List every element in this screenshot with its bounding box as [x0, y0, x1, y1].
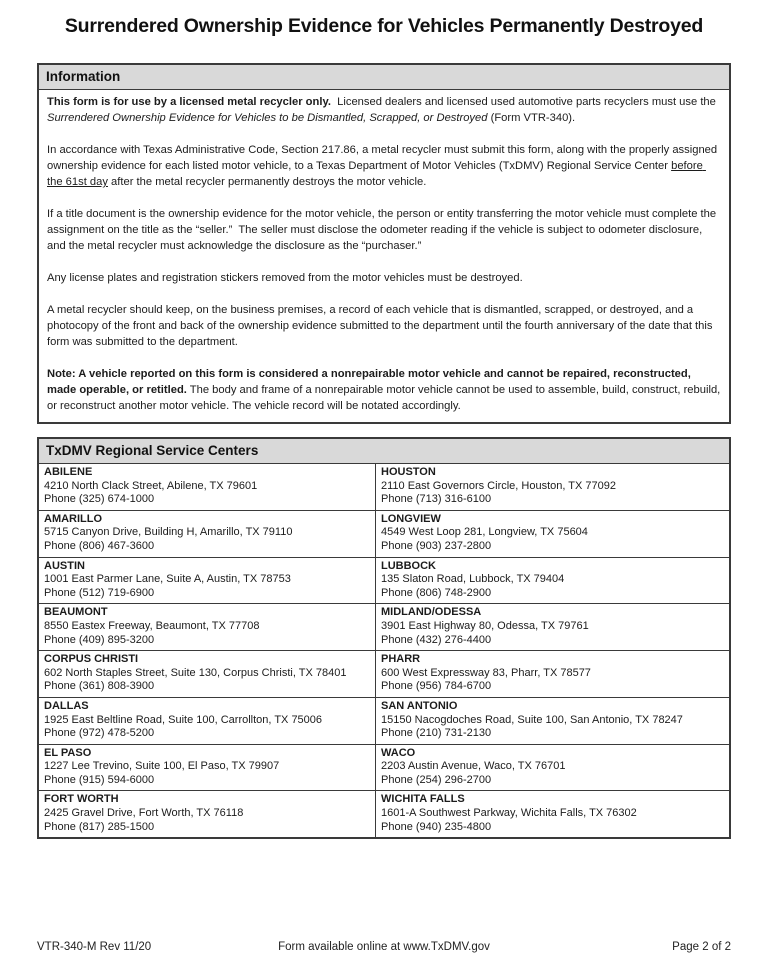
service-center-city: WACO: [381, 746, 416, 759]
service-center-city: AUSTIN: [44, 559, 85, 572]
info-p2-underlined-deadline: before the 61st day: [47, 160, 706, 188]
service-center-city: AMARILLO: [44, 512, 103, 525]
service-center-address: 1227 Lee Trevino, Suite 100, El Paso, TX 79907: [44, 760, 280, 773]
service-center-cell: [39, 604, 376, 650]
info-paragraph-2: [47, 142, 721, 190]
service-center-address: 15150 Nacogdoches Road, Suite 100, San Antonio, TX 78247: [381, 713, 683, 726]
service-center-city: MIDLAND/ODESSA: [381, 606, 482, 619]
service-center-row: [39, 464, 729, 510]
info-note-tail: The body and frame of a nonrepairable motor vehicle cannot be used to assemble, build, construct, rebuild, or reconstruct another motor vehicle. The vehicle record will be notated accordingly.: [47, 384, 724, 412]
info-paragraph-3: If a title document is the ownership evidence for the motor vehicle, the person or entity transferring the motor vehicle must complete the assignment on the title as the “seller.” The seller must disclose the odometer reading if the vehicle is subject to odometer disclosure, and the metal recycler must acknowledge the disclosure as the “purchaser.”: [47, 208, 720, 252]
service-center-cell: [39, 558, 376, 604]
service-center-address: 4549 West Loop 281, Longview, TX 75604: [381, 526, 588, 539]
info-paragraph-5: A metal recycler should keep, on the business premises, a record of each vehicle that is dismantled, scrapped, or destroyed, and a photocopy of the front and back of the ownership evidence submitted to the department until the fourth anniversary of the date that this form was submitted to the department.: [47, 304, 716, 348]
info-p1-italic-form-name: Surrendered Ownership Evidence for Vehicles to be Dismantled, Scrapped, or Destroyed: [47, 112, 488, 124]
service-center-address: 1925 East Beltline Road, Suite 100, Carrollton, TX 75006: [44, 713, 323, 726]
service-centers-section: [37, 437, 731, 839]
service-center-city: EL PASO: [44, 746, 92, 759]
service-center-address: 2203 Austin Avenue, Waco, TX 76701: [381, 760, 566, 773]
service-center-cell: [376, 698, 729, 744]
service-center-phone: Phone (713) 316-6100: [381, 493, 492, 506]
service-center-cell: [376, 558, 729, 604]
service-center-city: DALLAS: [44, 699, 89, 712]
service-center-address: 3901 East Highway 80, Odessa, TX 79761: [381, 619, 589, 632]
service-centers-table: [39, 464, 729, 837]
service-center-phone: Phone (972) 478-5200: [44, 727, 155, 740]
service-center-cell: [376, 745, 729, 791]
service-center-address: 5715 Canyon Drive, Building H, Amarillo, TX 79110: [44, 526, 293, 539]
info-p1-tail: (Form VTR-340).: [487, 112, 576, 124]
service-center-phone: Phone (325) 674-1000: [44, 493, 155, 506]
service-center-row: [39, 744, 729, 791]
service-center-city: WICHITA FALLS: [381, 793, 465, 806]
form-availability-note: Form available online at www.TxDMV.gov: [278, 941, 490, 953]
service-center-phone: Phone (512) 719-6900: [44, 586, 155, 599]
service-center-cell: [39, 464, 376, 510]
page-number: Page 2 of 2: [672, 941, 731, 953]
service-center-row: [39, 790, 729, 837]
service-center-cell: [376, 791, 729, 837]
service-center-address: 600 West Expressway 83, Pharr, TX 78577: [381, 666, 591, 679]
service-center-phone: Phone (361) 808-3900: [44, 680, 155, 693]
info-paragraph-1: [47, 94, 721, 126]
service-center-cell: [39, 698, 376, 744]
service-center-address: 8550 Eastex Freeway, Beaumont, TX 77708: [44, 619, 260, 632]
service-center-phone: Phone (806) 748-2900: [381, 586, 492, 599]
service-centers-section-header: TxDMV Regional Service Centers: [39, 439, 729, 464]
service-center-address: 1601-A Southwest Parkway, Wichita Falls, TX 76302: [381, 807, 637, 820]
service-center-phone: Phone (817) 285-1500: [44, 820, 155, 833]
service-center-city: HOUSTON: [381, 466, 436, 478]
service-center-city: BEAUMONT: [44, 606, 108, 619]
info-paragraph-note: [47, 366, 724, 414]
service-center-cell: [39, 651, 376, 697]
service-center-address: 1001 East Parmer Lane, Suite A, Austin, TX 78753: [44, 573, 291, 586]
service-center-cell: [39, 511, 376, 557]
service-center-phone: Phone (806) 467-3600: [44, 539, 155, 552]
service-center-cell: [376, 511, 729, 557]
service-center-address: 135 Slaton Road, Lubbock, TX 79404: [381, 573, 565, 586]
service-center-phone: Phone (254) 296-2700: [381, 773, 492, 786]
service-center-address: 602 North Staples Street, Suite 130, Corpus Christi, TX 78401: [44, 666, 347, 679]
info-paragraph-4: Any license plates and registration stickers removed from the motor vehicles must be destroyed.: [47, 272, 523, 284]
page-title: Surrendered Ownership Evidence for Vehicles Permanently Destroyed: [64, 15, 704, 37]
service-center-cell: [376, 651, 729, 697]
info-p2-text: In accordance with Texas Administrative Code, Section 217.86, a metal recycler must submit this form, along with the properly assigned ownership evidence for each listed motor vehicle, to a Texas Department of Motor Vehicles (TxDMV) Regional Service Center: [47, 144, 721, 172]
service-center-address: 2425 Gravel Drive, Fort Worth, TX 76118: [44, 807, 244, 820]
service-center-address: 4210 North Clack Street, Abilene, TX 79601: [44, 479, 258, 492]
service-center-phone: Phone (409) 895-3200: [44, 633, 155, 646]
service-center-phone: Phone (940) 235-4800: [381, 820, 492, 833]
service-center-row: [39, 557, 729, 604]
service-center-city: LUBBOCK: [381, 559, 436, 572]
info-note-bold-text: Note: A vehicle reported on this form is considered a nonrepairable motor vehicle and cannot be repaired, reconstructed, made operable, or retitled.: [47, 368, 694, 396]
service-center-city: PHARR: [381, 653, 421, 666]
service-center-city: SAN ANTONIO: [381, 699, 458, 712]
info-p1-bold-text: This form is for use by a licensed metal recycler only.: [47, 96, 331, 108]
form-revision-number: VTR-340-M Rev 11/20: [37, 941, 152, 953]
service-center-row: [39, 697, 729, 744]
service-center-phone: Phone (210) 731-2130: [381, 727, 492, 740]
service-center-phone: Phone (915) 594-6000: [44, 773, 155, 786]
information-section: [37, 63, 731, 424]
service-center-cell: [376, 604, 729, 650]
service-center-phone: Phone (903) 237-2800: [381, 539, 492, 552]
service-center-row: [39, 603, 729, 650]
service-center-row: [39, 650, 729, 697]
service-center-city: CORPUS CHRISTI: [44, 653, 139, 666]
information-section-header: Information: [39, 65, 729, 90]
service-center-city: FORT WORTH: [44, 793, 119, 806]
service-center-city: LONGVIEW: [381, 512, 441, 525]
information-body: [39, 90, 729, 422]
service-center-cell: [39, 745, 376, 791]
service-center-phone: Phone (432) 276-4400: [381, 633, 492, 646]
info-p1-text: Licensed dealers and licensed used automotive parts recyclers must use the: [330, 96, 719, 108]
service-center-phone: Phone (956) 784-6700: [381, 680, 492, 693]
service-center-row: [39, 510, 729, 557]
service-center-cell: [376, 464, 729, 510]
info-p2-tail: after the metal recycler permanently destroys the motor vehicle.: [107, 176, 427, 188]
service-center-cell: [39, 791, 376, 837]
service-center-address: 2110 East Governors Circle, Houston, TX 77092: [381, 479, 616, 492]
service-center-city: ABILENE: [44, 466, 93, 478]
